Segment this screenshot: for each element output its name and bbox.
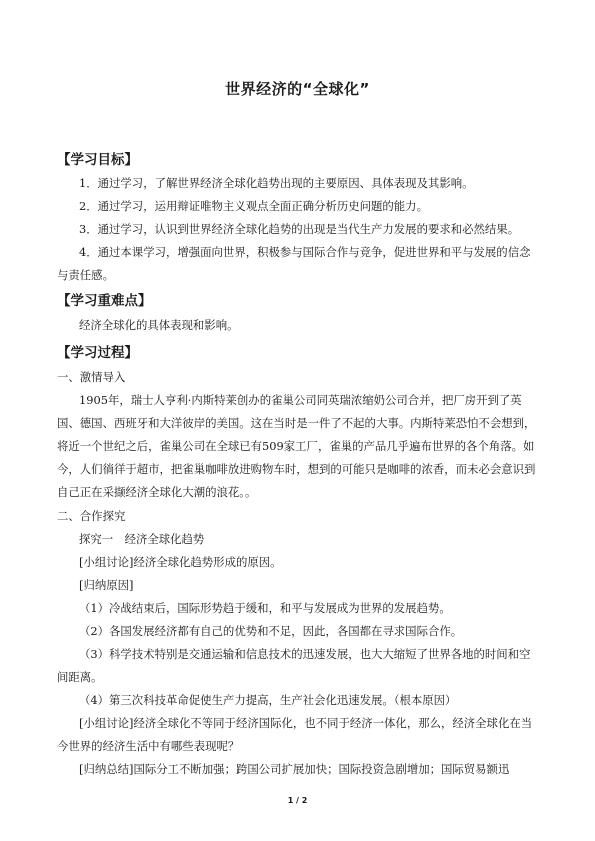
reason-item-4: （4）第三次科技革命促使生产力提高，生产社会化迅速发展。（根本原因） (79, 693, 457, 707)
reason-item-3: （3）科学技术特别是交通运输和信息技术的迅速发展，也大大缩短了世界各地的时间和空间距离。 (57, 647, 531, 684)
key-points-text: 经济全球化的具体表现和影响。 (79, 318, 239, 332)
goal-item-2: 2．通过学习，运用辩证唯物主义观点全面正确分析历史问题的能力。 (79, 199, 428, 213)
summary-1-label: [归纳原因] (79, 578, 134, 592)
part1-title: 一、激情导入 (57, 370, 126, 384)
page-number: 1 / 2 (287, 796, 308, 805)
reason-item-2: （2）各国发展经济都有自己的优势和不足，因此，各国都在寻求国际合作。 (79, 624, 463, 638)
discussion-1: [小组讨论]经济全球化趋势形成的原因。 (79, 555, 282, 569)
explore-1-title: 探究一 经济全球化趋势 (79, 532, 205, 546)
goal-item-3: 3．通过学习，认识到世界经济全球化趋势的出现是当代生产力发展的要求和必然结果。 (79, 222, 520, 236)
goals-heading: 【学习目标】 (57, 152, 138, 168)
page-title: 世界经济的“全球化” (225, 80, 370, 98)
discussion-2: [小组讨论]经济全球化不等同于经济国际化，也不同于经济一体化，那么，经济全球化在当今世界的经济生活中有哪些表现呢？ (57, 716, 533, 753)
part2-title: 二、合作探究 (57, 509, 126, 523)
part1-text: 1905年，瑞士人亨利·内斯特莱创办的雀巢公司同英瑞浓缩奶公司合并，把厂房开到了英国、德国、西班牙和大洋彼岸的美国。这在当时是一件了不起的大事。内斯特莱恐怕不会想到，将近一个世纪之后，雀巢公司在全球已有509家工厂，雀巢的产品几乎遍布世界的各个角落。如今，人们徜徉于超市，把雀巢咖啡放进购物车时，想到的可能只是咖啡的浓香，而未必会意识到自己正在采撷经济全球化大潮的浪花。。 (57, 393, 536, 499)
goal-item-1: 1．通过学习，了解世界经济全球化趋势出现的主要原因、具体表现及其影响。 (79, 176, 474, 190)
process-heading: 【学习过程】 (57, 345, 138, 361)
summary-2: [归纳总结]国际分工不断加强；跨国公司扩展加快；国际投资急剧增加；国际贸易额迅 (79, 762, 510, 776)
key-points-heading: 【学习重难点】 (57, 293, 152, 309)
reason-item-1: （1）冷战结束后，国际形势趋于缓和，和平与发展成为世界的发展趋势。 (79, 601, 451, 615)
goal-item-4: 4．通过本课学习，增强面向世界，积极参与国际合作与竞争，促进世界和平与发展的信念与责任感。 (57, 245, 531, 282)
